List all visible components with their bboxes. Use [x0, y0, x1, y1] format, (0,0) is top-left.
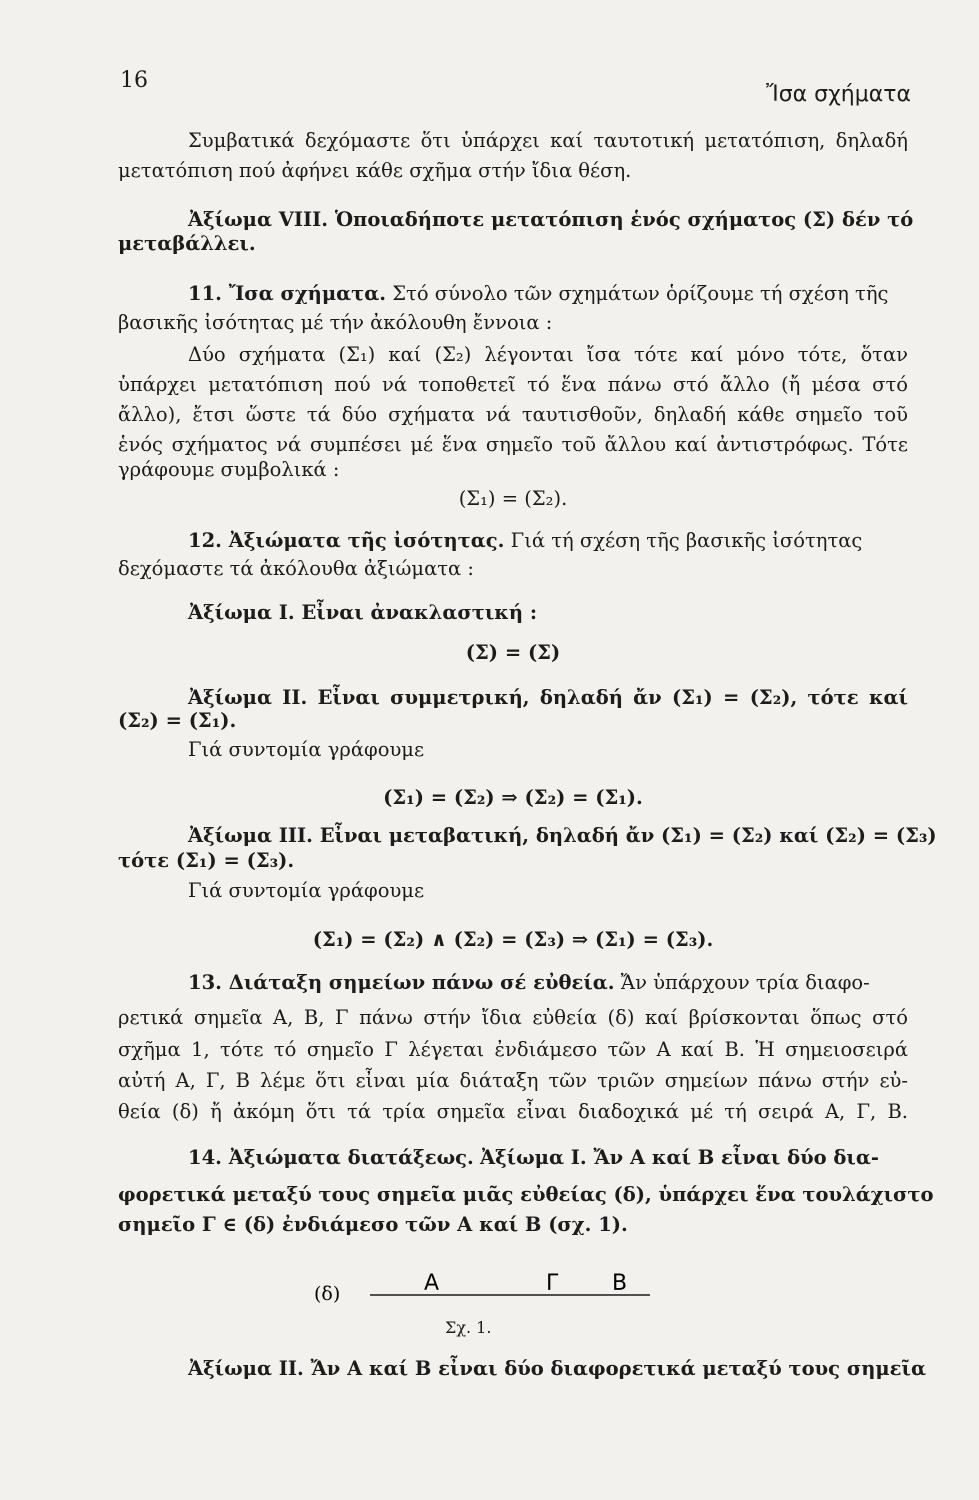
paragraph-line: ἑνός σχήματος νά συμπέσει μέ ἕνα σημεῖο τοῦ ἄλλου καί ἀντιστρόφως. Τότε [118, 433, 908, 456]
axiom-line: σημεῖο Γ ∈ (δ) ἐνδιάμεσο τῶν Α καί Β (σχ. 1). [118, 1213, 628, 1236]
axiom-line: μεταβάλλει. [118, 232, 256, 255]
equation: (Σ₁) = (Σ₂) ⇒ (Σ₂) = (Σ₁). [383, 786, 643, 809]
section-13-line [188, 970, 908, 996]
axiom-line: τότε (Σ₁) = (Σ₃). [118, 849, 295, 872]
running-title: Ἴσα σχήματα [766, 82, 911, 107]
section-title: 12. Ἀξιώματα τῆς ἰσότητας. [188, 529, 505, 552]
section-title: 14. Ἀξιώματα διατάξεως. [188, 1146, 474, 1169]
paragraph-line: αὐτή Α, Γ, Β λέμε ὅτι εἶναι μία διάταξη τῶν τριῶν σημείων πάνω στήν εὐ- [118, 1069, 908, 1092]
paragraph-line: Συμβατικά δεχόμαστε ὅτι ὑπάρχει καί ταυτοτική μετατόπιση, δηλαδή [188, 129, 908, 152]
section-text: Γιά τή σχέση τῆς βασικῆς ἰσότητας [510, 529, 863, 552]
paragraph-line: γράφουμε συμβολικά : [118, 458, 340, 481]
section-title: 11. Ἴσα σχήματα. [188, 282, 387, 305]
paragraph-line: μετατόπιση πού ἀφήνει κάθε σχῆμα στήν ἴδια θέση. [118, 159, 632, 182]
point-b-label: Β [612, 1271, 628, 1296]
section-title: 13. Διάταξη σημείων πάνω σέ εὐθεία. [188, 971, 615, 994]
axiom-line: (Σ₂) = (Σ₁). [118, 709, 237, 732]
equation: (Σ) = (Σ) [465, 641, 561, 664]
axiom-line: Ἀξίωμα II. Εἶναι συμμετρική, δηλαδή ἄν (Σ₁) = (Σ₂), τότε καί [188, 686, 908, 709]
section-12-line [188, 528, 908, 554]
figure-caption: Σχ. 1. [445, 1318, 492, 1337]
section-14-line [188, 1145, 908, 1171]
section-11-line [188, 281, 908, 307]
paragraph-line: Δύο σχήματα (Σ₁) καί (Σ₂) λέγονται ἴσα τότε καί μόνο τότε, ὅταν [188, 343, 908, 366]
paragraph-line: Γιά συντομία γράφουμε [188, 879, 425, 902]
section-text: Στό σύνολο τῶν σχημάτων ὁρίζουμε τή σχέση τῆς [392, 282, 889, 305]
figure-1-diagram [300, 1262, 660, 1322]
paragraph-line: ὑπάρχει μετατόπιση πού νά τοποθετεῖ τό ἕνα πάνω στό ἄλλο (ἤ μέσα στό [118, 373, 908, 396]
section-text: Ἀξίωμα I. Ἄν Α καί Β εἶναι δύο δια- [480, 1146, 879, 1169]
paragraph-line: θεία (δ) ἤ ἀκόμη ὅτι τά τρία σημεῖα εἶναι διαδοχικά μέ τή σειρά Α, Γ, Β. [118, 1100, 908, 1123]
equation: (Σ₁) = (Σ₂) ∧ (Σ₂) = (Σ₃) ⇒ (Σ₁) = (Σ₃). [312, 928, 714, 951]
paragraph-line: ἄλλο), ἔτσι ὥστε τά δύο σχήματα νά ταυτισθοῦν, δηλαδή κάθε σημεῖο τοῦ [118, 403, 908, 426]
axiom-line: Ἀξίωμα II. Ἄν Α καί Β εἶναι δύο διαφορετικά μεταξύ τους σημεῖα [188, 1357, 926, 1380]
point-a-label: Α [424, 1271, 440, 1296]
paragraph-line: σχῆμα 1, τότε τό σημεῖο Γ λέγεται ἐνδιάμεσο τῶν Α καί Β. Ἡ σημειοσειρά [118, 1038, 908, 1061]
axiom-line: φορετικά μεταξύ τους σημεῖα μιᾶς εὐθείας (δ), ὑπάρχει ἕνα τουλάχιστο [118, 1183, 934, 1206]
axiom-line: Ἀξίωμα VIII. Ὁποιαδήποτε μετατόπιση ἑνός σχήματος (Σ) δέν τό [188, 208, 914, 231]
axiom-line: Ἀξίωμα III. Εἶναι μεταβατική, δηλαδή ἄν (Σ₁) = (Σ₂) καί (Σ₂) = (Σ₃) [188, 824, 937, 847]
section-text: Ἄν ὑπάρχουν τρία διαφο- [620, 971, 870, 994]
paragraph-line: βασικῆς ἰσότητας μέ τήν ἀκόλουθη ἔννοια : [118, 311, 553, 334]
page-number: 16 [120, 68, 148, 93]
axiom-line: Ἀξίωμα I. Εἶναι ἀνακλαστική : [188, 601, 538, 624]
paragraph-line: Γιά συντομία γράφουμε [188, 738, 425, 761]
paragraph-line: ρετικά σημεῖα Α, Β, Γ πάνω στήν ἴδια εὐθεία (δ) καί βρίσκονται ὅπως στό [118, 1006, 908, 1029]
paragraph-line: δεχόμαστε τά ἀκόλουθα ἀξιώματα : [118, 557, 474, 580]
equation: (Σ₁) = (Σ₂). [458, 487, 568, 510]
point-g-label: Γ [546, 1271, 559, 1296]
line-label: (δ) [314, 1283, 341, 1305]
